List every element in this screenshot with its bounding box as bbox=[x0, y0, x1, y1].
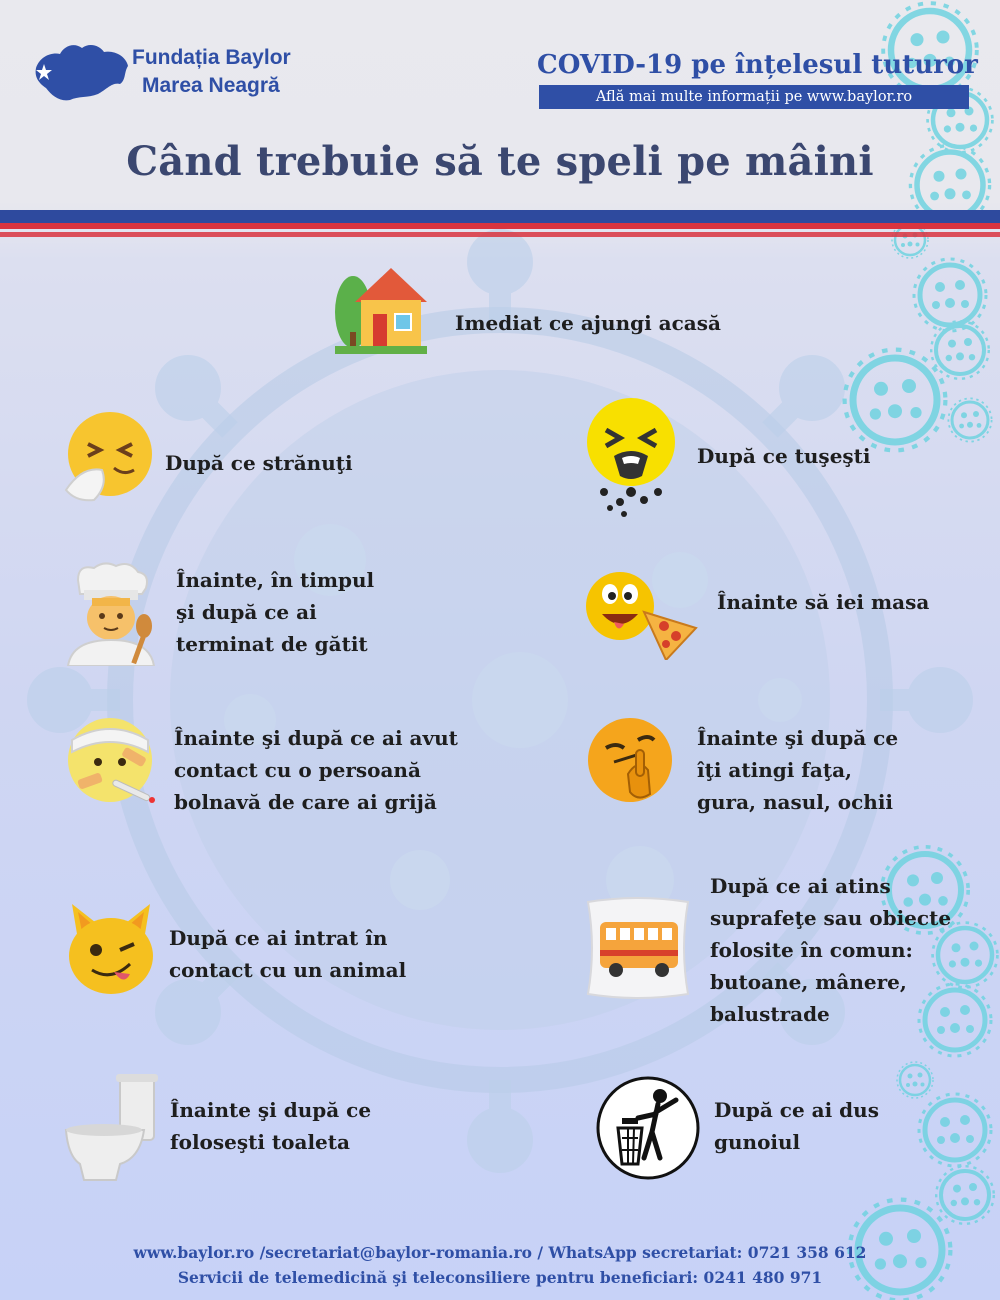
item-contact-sick-person: Înainte şi după ce ai avut contact cu o persoană bolnavă de care ai grijă bbox=[174, 726, 458, 814]
item-arrive-home: Imediat ce ajungi acasă bbox=[455, 311, 721, 335]
logo-line2: Marea Neagră bbox=[142, 74, 280, 97]
footer-contacts[interactable]: www.baylor.ro /secretariat@baylor-romania.ro / WhatsApp secretariat: 0721 358 612 bbox=[133, 1243, 867, 1262]
stripe-blue bbox=[0, 210, 1000, 223]
pizza-face-icon bbox=[584, 568, 700, 660]
item-touch-face: Înainte şi după ce îţi atingi faţa, gura, nasul, ochii bbox=[697, 726, 899, 814]
face-touching-icon bbox=[584, 714, 676, 808]
stripe-red-thin bbox=[0, 232, 1000, 237]
item-after-sneeze: După ce strănuţi bbox=[165, 451, 353, 475]
cook-icon bbox=[64, 560, 156, 666]
item-animal-contact: După ce ai intrat în contact cu un animal bbox=[169, 926, 407, 982]
info-banner[interactable]: Află mai multe informații pe www.baylor.ro bbox=[539, 85, 969, 109]
item-cooking: Înainte, în timpul şi după ce ai terminat de gătit bbox=[176, 568, 375, 656]
cat-face-icon bbox=[64, 900, 158, 998]
logo-line1: Fundația Baylor bbox=[132, 46, 291, 69]
coughing-face-icon bbox=[584, 396, 678, 518]
toilet-icon bbox=[64, 1074, 158, 1182]
sick-face-icon bbox=[64, 714, 158, 804]
campaign-title: COVID-19 pe înțelesul tuturor bbox=[537, 50, 978, 80]
house-icon bbox=[333, 262, 429, 356]
black-sea-map-icon bbox=[30, 38, 130, 108]
footer-services: Servicii de telemedicină şi teleconsiliere pentru beneficiari: 0241 480 971 bbox=[177, 1268, 823, 1287]
sneezing-face-icon bbox=[64, 410, 156, 502]
stripe-red bbox=[0, 223, 1000, 229]
item-trash: După ce ai dus gunoiul bbox=[714, 1098, 879, 1154]
item-before-meal: Înainte să iei masa bbox=[717, 590, 930, 614]
baylor-logo bbox=[30, 38, 320, 108]
item-toilet: Înainte şi după ce foloseşti toaleta bbox=[170, 1098, 372, 1154]
page-title: Când trebuie să te speli pe mâini bbox=[126, 138, 874, 185]
trash-disposal-icon bbox=[596, 1076, 700, 1180]
bus-icon bbox=[584, 894, 692, 1002]
item-shared-surfaces: După ce ai atins suprafeţe sau obiecte folosite în comun: butoane, mânere, balustrade bbox=[710, 874, 952, 1026]
item-after-cough: După ce tuşeşti bbox=[697, 444, 871, 468]
